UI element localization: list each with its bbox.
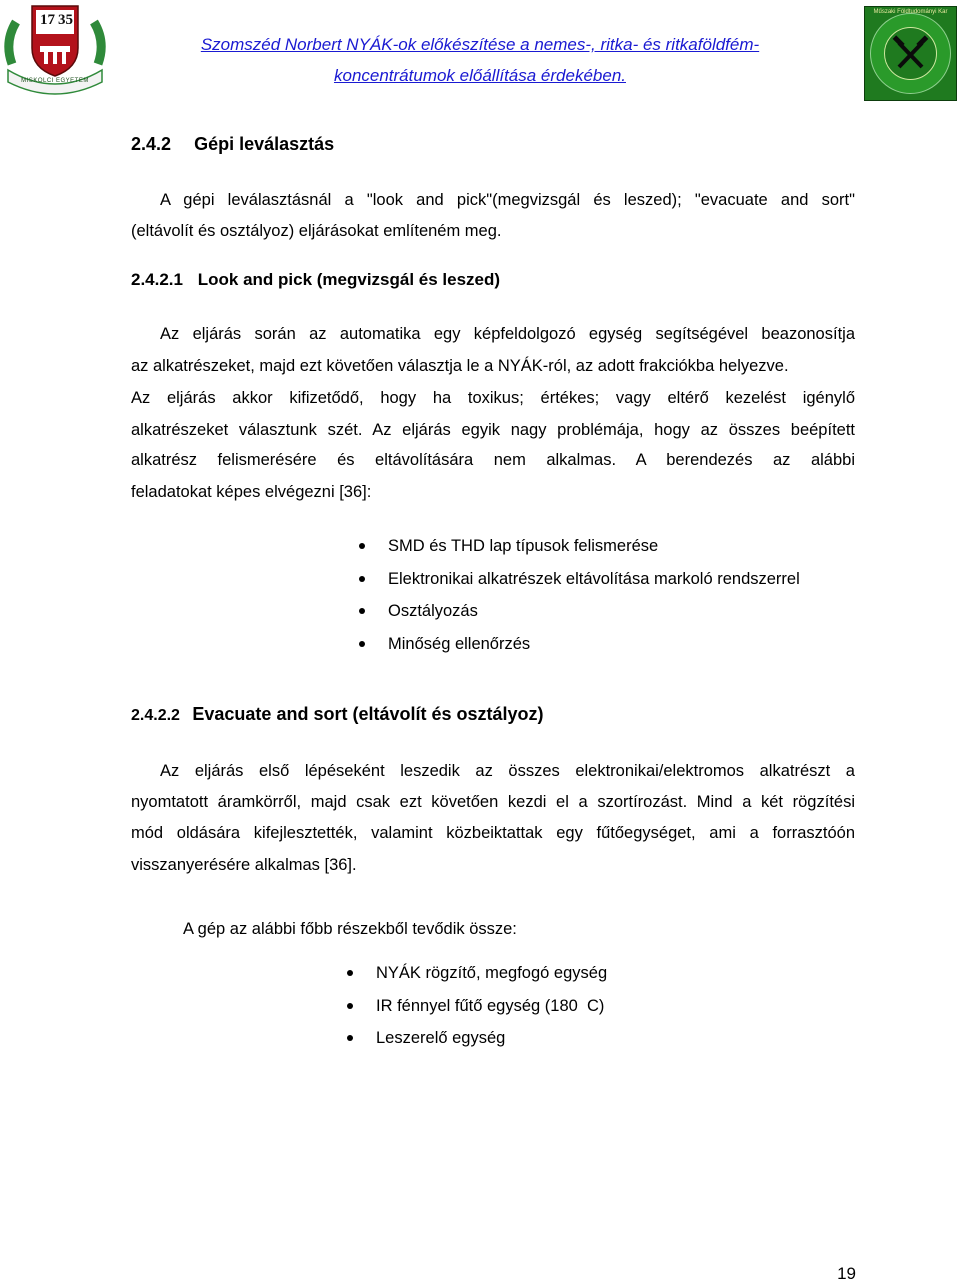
bullet-icon — [359, 608, 365, 614]
list-item-text: Minőség ellenőrzés — [388, 634, 531, 653]
sub1-para-line-4: alkatrészeket választunk szét. Az eljárás egyik nagy problémája, hogy az összes beépített — [131, 421, 855, 439]
list-item-text: NYÁK rögzítő, megfogó egység — [376, 964, 608, 982]
subsection-number-2: 2.4.2.2 — [131, 707, 180, 724]
list-item — [376, 957, 607, 990]
page-number: 19 — [837, 1264, 856, 1283]
sub1-para-line-1: Az eljárás során az automatika egy képfeldolgozó egység segítségével beazonosítja — [160, 325, 855, 343]
sub1-para-line-5: alkatrész felismerésére és eltávolítására nem alkalmas. A berendezés az alábbi — [131, 451, 855, 469]
header-title-line2: koncentrátumok előállítása érdekében. — [333, 66, 626, 85]
list-item — [376, 1022, 607, 1055]
bullet-icon — [347, 1003, 353, 1009]
list-item-text: IR fénnyel fűtő egység (180 C) — [376, 996, 605, 1015]
sub1-bullet-list — [388, 530, 800, 660]
bullet-icon — [359, 576, 365, 582]
intro-line-1: A gépi leválasztásnál a "look and pick"(megvizsgál és leszed); "evacuate and sort" — [160, 191, 855, 209]
sub2-para-line-4: visszanyerésére alkalmas [36]. — [131, 856, 357, 874]
section-title: Gépi leválasztás — [194, 134, 335, 154]
bullet-icon — [347, 1035, 353, 1041]
list-item-text: Osztályozás — [388, 602, 478, 620]
section-heading — [131, 134, 334, 155]
bullet-icon — [359, 543, 365, 549]
list-item — [388, 628, 800, 661]
bullet-icon — [359, 641, 365, 647]
bullet-icon — [347, 970, 353, 976]
sub1-para-line-6: feladatokat képes elvégezni [36]: — [131, 483, 372, 501]
list-item — [376, 990, 607, 1023]
sub2-para-line-3: mód oldására kifejlesztették, valamint közbeiktattak egy fűtőegységet, ami a forrasztóón — [131, 824, 855, 842]
intro-line-2: (eltávolít és osztályoz) eljárásokat említeném meg. — [131, 222, 502, 240]
list-item-text: SMD és THD lap típusok felismerése — [388, 537, 659, 555]
faculty-logo-text: Műszaki Földtudományi Kar — [873, 9, 948, 15]
faculty-logo — [864, 6, 957, 101]
subsection-heading-1 — [131, 270, 500, 290]
sub1-para-line-3: Az eljárás akkor kifizetődő, hogy ha toxikus; értékes; vagy eltérő kezelést igénylő — [131, 389, 855, 407]
subsection-heading-2 — [131, 704, 544, 725]
logo-ribbon-text: MISKOLCI EGYETEM — [21, 78, 89, 84]
section-number: 2.4.2 — [131, 134, 172, 154]
list-item-text: Elektronikai alkatrészek eltávolítása markoló rendszerrel — [388, 569, 800, 588]
subsection-number-1: 2.4.2.1 — [131, 270, 183, 289]
subsection-title-2: Evacuate and sort (eltávolít és osztályoz) — [192, 704, 544, 724]
list-item-text: Leszerelő egység — [376, 1029, 506, 1047]
logo-year-right: 35 — [58, 12, 73, 28]
logo-year-left: 17 — [40, 12, 55, 28]
list-item — [388, 595, 800, 628]
list-item — [388, 530, 800, 563]
list-item — [388, 563, 800, 596]
sub2-para-line-2: nyomtatott áramkörről, majd csak ezt követően kezdi el a szortírozást. Mind a két rögzítési — [131, 793, 855, 811]
sub2-para-line-1: Az eljárás első lépéseként leszedik az összes elektronikai/elektromos alkatrészt a — [160, 762, 855, 780]
sub1-para-line-2: az alkatrészeket, majd ezt követően választja le a NYÁK-ról, az adott frakciókba helyezve. — [131, 357, 789, 375]
sub2-bullet-list — [376, 957, 607, 1055]
sub2-parts-intro: A gép az alábbi főbb részekből tevődik össze: — [183, 920, 517, 938]
header-title-line1: Szomszéd Norbert NYÁK-ok előkészítése a nemes-, ritka- és ritkaföldfém- — [200, 35, 760, 54]
university-logo — [2, 2, 108, 100]
subsection-title-1: Look and pick (megvizsgál és leszed) — [197, 270, 501, 289]
